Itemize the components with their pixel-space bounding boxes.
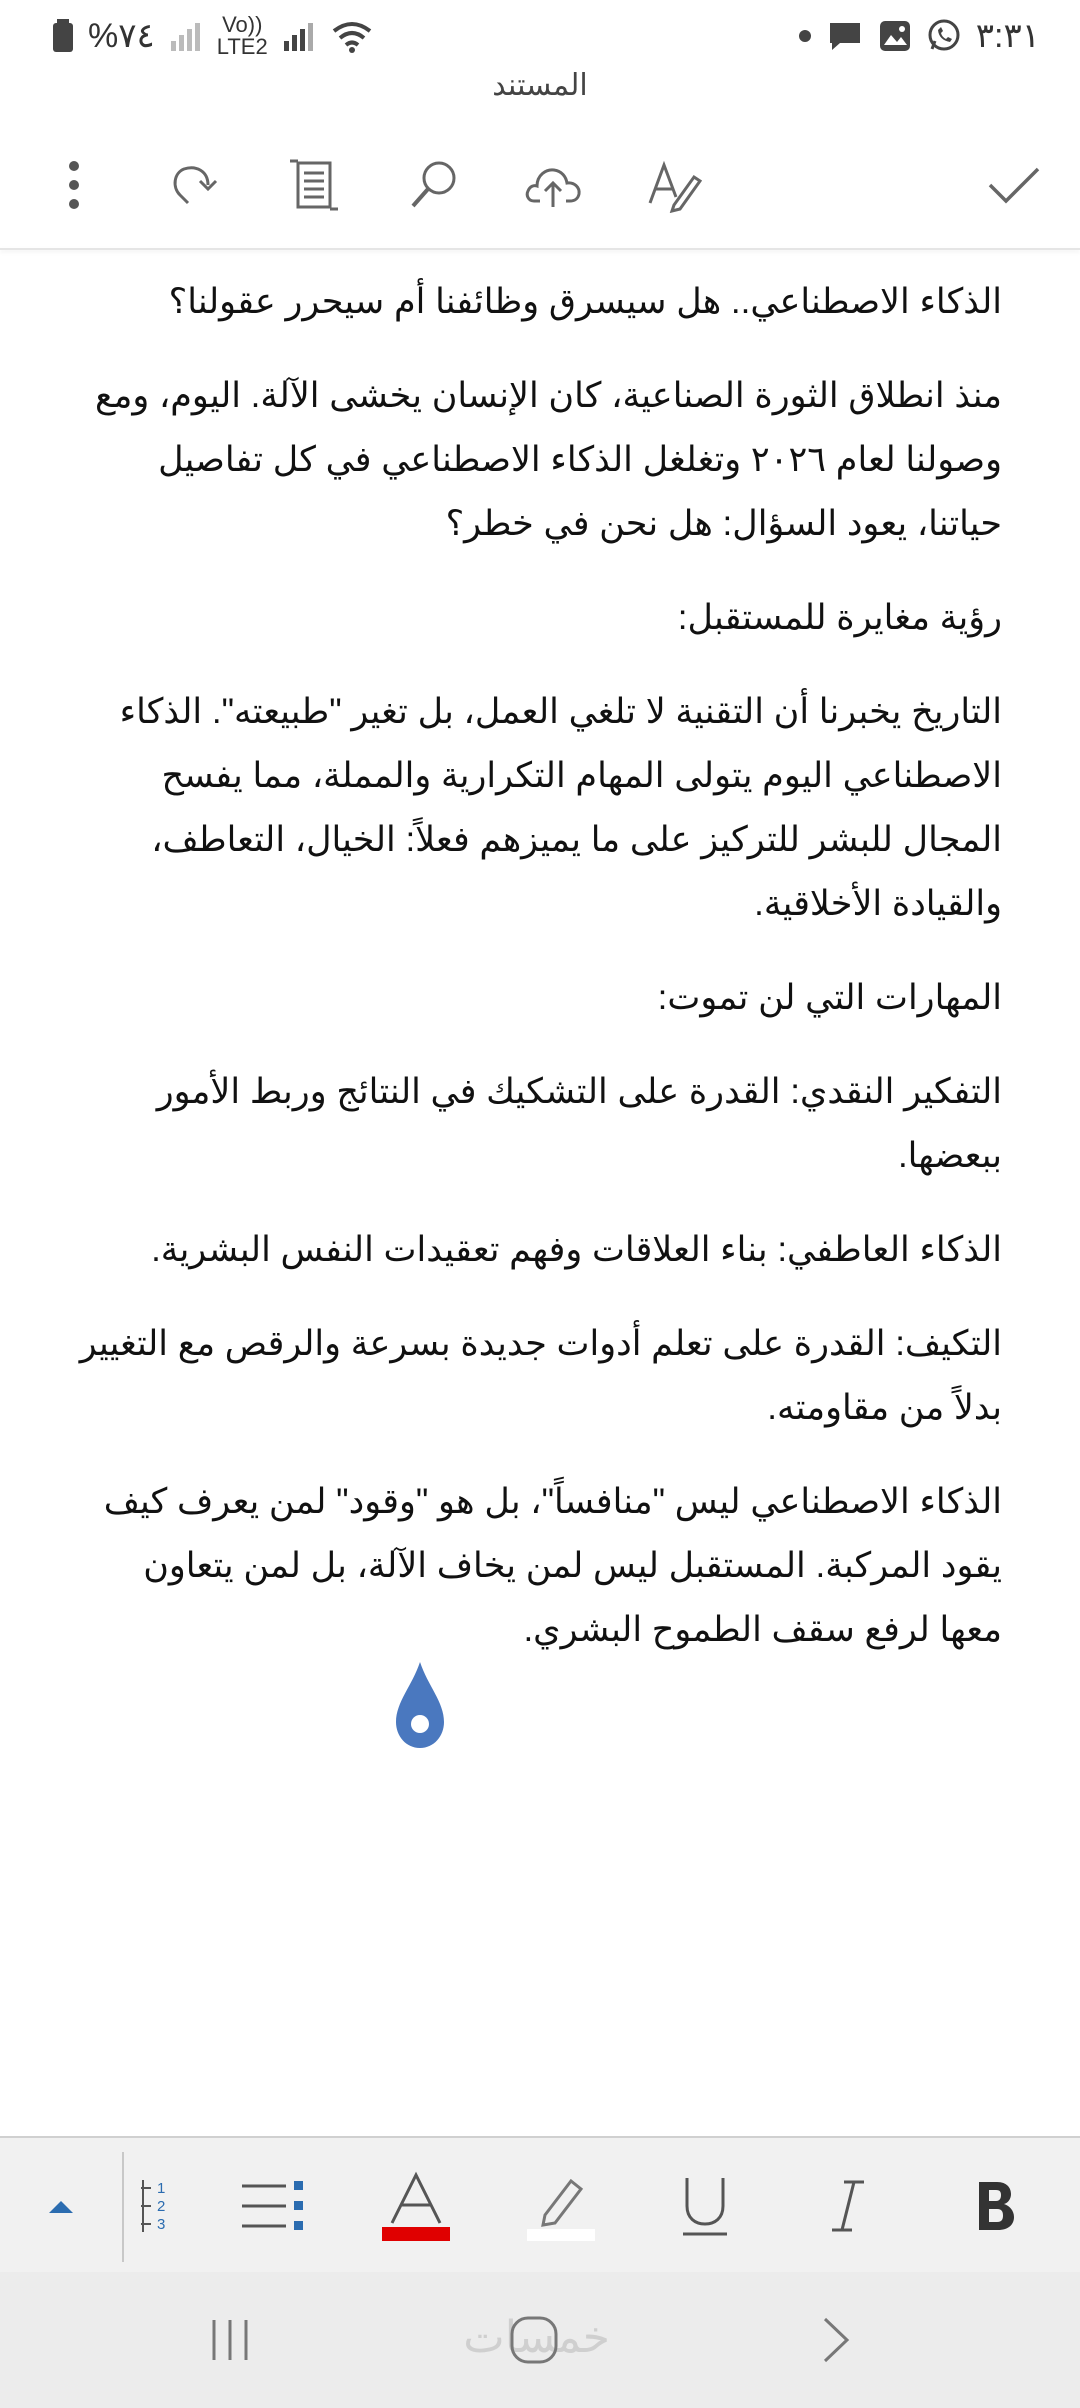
doc-list-item[interactable]: الذكاء العاطفي: بناء العلاقات وفهم تعقيدات النفس البشرية. <box>151 1230 1002 1269</box>
done-button[interactable] <box>974 140 1054 230</box>
doc-subheading[interactable]: رؤية مغايرة للمستقبل: <box>677 598 1002 637</box>
bold-button[interactable] <box>950 2156 1040 2256</box>
bullet-list-button[interactable] <box>228 2156 318 2256</box>
volte-label: Vo)) <box>222 12 263 37</box>
document-body[interactable] <box>78 270 1002 1692</box>
svg-text:1: 1 <box>157 2180 166 2197</box>
doc-list-item[interactable]: التفكير النقدي: القدرة على التشكيك في النتائج وربط الأمور ببعضها. <box>156 1072 1002 1175</box>
more-options-button[interactable] <box>34 140 114 230</box>
numbered-list-button[interactable] <box>100 2156 190 2256</box>
highlight-button[interactable] <box>516 2156 606 2256</box>
svg-text:3: 3 <box>157 2216 166 2233</box>
doc-subheading[interactable]: المهارات التي لن تموت: <box>657 978 1002 1017</box>
watermark: خمسات <box>463 2313 610 2362</box>
underline-button[interactable] <box>660 2156 750 2256</box>
status-left <box>52 14 374 58</box>
italic-button[interactable] <box>803 2156 893 2256</box>
numbered-list-icon <box>117 2174 173 2238</box>
gallery-icon <box>878 19 912 53</box>
network-type <box>217 14 268 58</box>
doc-paragraph[interactable]: التاريخ يخبرنا أن التقنية لا تلغي العمل، بل تغير "طبيعته". الذكاء الاصطناعي اليوم يتولى المهام التكرارية والمملة، مما يفسح المجال للبشر للتركيز على ما يميزهم فعلاً: الخيال، التعاطف، والقيادة الأخلاقية. <box>119 692 1002 923</box>
battery-percent: %٧٤ <box>88 17 155 55</box>
page-layout-icon <box>288 157 340 213</box>
text-edit-icon <box>646 157 702 213</box>
status-bar <box>0 0 1080 72</box>
whatsapp-icon <box>926 18 962 54</box>
edit-format-button[interactable] <box>634 140 714 230</box>
notification-dot-icon <box>798 29 812 43</box>
font-color-button[interactable] <box>371 2156 461 2256</box>
top-toolbar <box>0 140 1080 240</box>
bold-icon <box>973 2180 1017 2232</box>
signal-icon <box>282 21 316 51</box>
recent-apps-button[interactable] <box>180 2296 280 2384</box>
recent-apps-icon <box>206 2318 254 2362</box>
document-title: المستند <box>492 69 588 102</box>
messages-icon <box>826 19 864 53</box>
redo-button[interactable] <box>154 140 234 230</box>
redo-icon <box>168 159 220 211</box>
home-button[interactable] <box>484 2296 584 2384</box>
toolbar-divider <box>0 248 1080 250</box>
text-cursor-handle[interactable] <box>392 1660 448 1752</box>
back-button[interactable] <box>786 2296 886 2384</box>
wifi-icon <box>330 19 374 53</box>
doc-heading[interactable]: الذكاء الاصطناعي.. هل سيسرق وظائفنا أم سيحرر عقولنا؟ <box>168 282 1002 321</box>
status-right <box>798 16 1040 56</box>
cursor-handle-icon <box>392 1660 448 1752</box>
underline-icon <box>679 2174 731 2238</box>
caret-up-icon <box>47 2197 75 2215</box>
checkmark-icon <box>986 165 1042 205</box>
bullet-list-icon <box>238 2178 308 2234</box>
doc-list-item[interactable]: التكيف: القدرة على تعلم أدوات جديدة بسرعة والرقص مع التغيير بدلاً من مقاومته. <box>79 1324 1002 1427</box>
search-button[interactable] <box>394 140 474 230</box>
more-vertical-icon <box>64 160 84 210</box>
lte-label: LTE2 <box>216 34 268 59</box>
font-color-icon <box>378 2171 454 2241</box>
system-nav-bar <box>0 2272 1080 2408</box>
cloud-upload-icon <box>524 161 584 209</box>
expand-ribbon-button[interactable] <box>16 2156 106 2256</box>
italic-icon <box>828 2178 868 2234</box>
home-icon <box>508 2314 560 2366</box>
cloud-upload-button[interactable] <box>514 140 594 230</box>
highlighter-icon <box>523 2171 599 2241</box>
doc-paragraph[interactable]: الذكاء الاصطناعي ليس "منافساً"، بل هو "وقود" لمن يعرف كيف يقود المركبة. المستقبل ليس لمن يخاف الآلة، بل لمن يتعاون معها لرفع سقف الطموح البشري. <box>103 1482 1002 1649</box>
chevron-right-icon <box>821 2315 851 2365</box>
page-layout-button[interactable] <box>274 140 354 230</box>
signal-weak-icon <box>169 21 203 51</box>
format-toolbar <box>0 2136 1080 2274</box>
svg-text:2: 2 <box>157 2198 166 2215</box>
search-icon <box>407 158 461 212</box>
battery-icon <box>52 19 74 53</box>
clock: ٣:٣١ <box>975 17 1040 55</box>
doc-paragraph[interactable]: منذ انطلاق الثورة الصناعية، كان الإنسان يخشى الآلة. اليوم، ومع وصولنا لعام ٢٠٢٦ وتغلغل الذكاء الاصطناعي في كل تفاصيل حياتنا، يعود السؤال: هل نحن في خطر؟ <box>94 376 1002 543</box>
